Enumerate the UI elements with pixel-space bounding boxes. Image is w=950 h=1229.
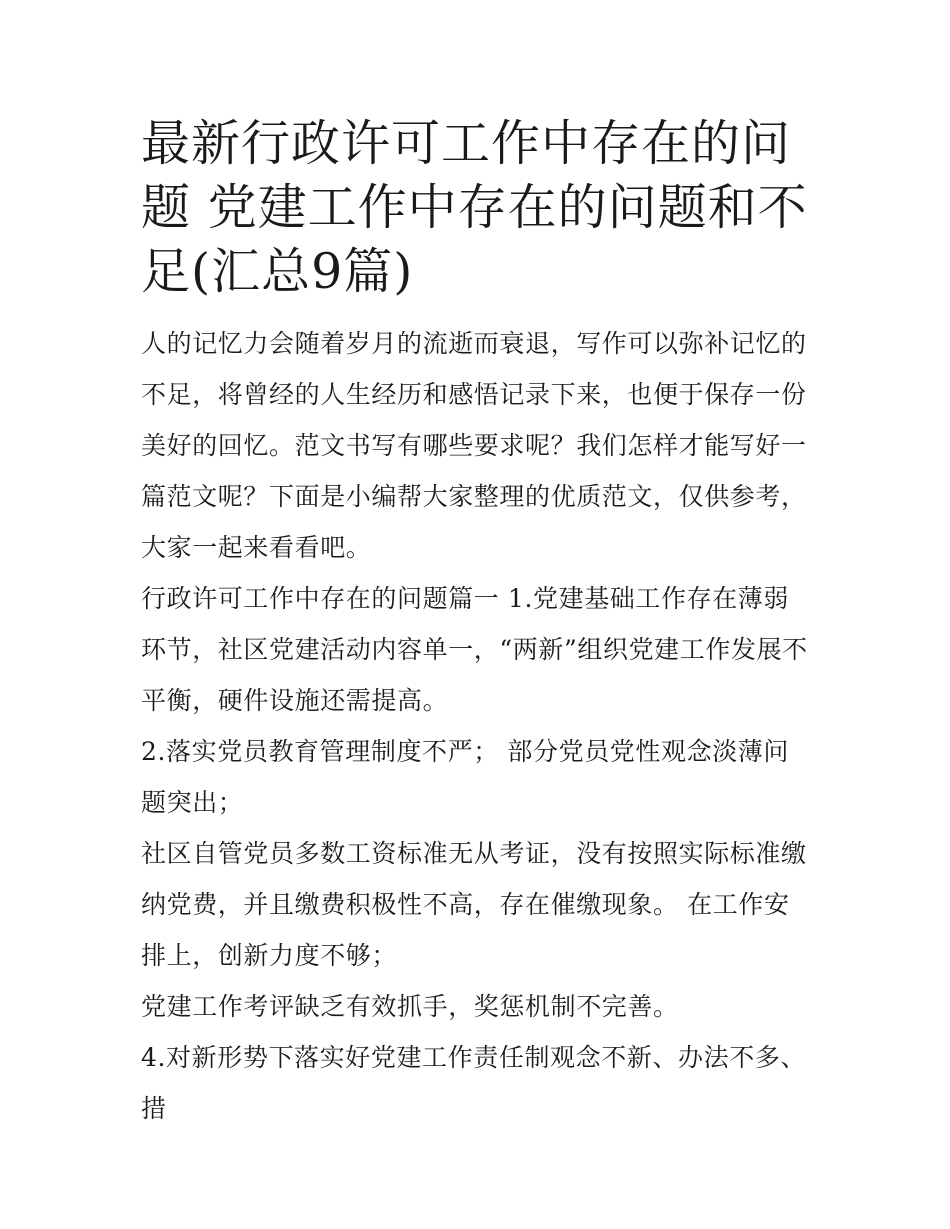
- document-title: 最新行政许可工作中存在的问题 党建工作中存在的问题和不足(汇总9篇): [141, 115, 808, 300]
- document-page: [141, 112, 813, 1134]
- evaluation-paragraph: 党建工作考评缺乏有效抓手，奖惩机制不完善。: [141, 992, 679, 1021]
- party-dues-paragraph: 社区自管党员多数工资标准无从考证，没有按照实际标准缴纳党费，并且缴费积极性不高，存在催缴现象。 在工作安排上，创新力度不够；: [141, 839, 807, 970]
- point-four-paragraph: 4.对新形势下落实好党建工作责任制观念不新、办法不多、措: [141, 1043, 807, 1123]
- point-two-paragraph: 2.落实党员教育管理制度不严； 部分党员党性观念淡薄问题突出；: [141, 737, 790, 817]
- intro-paragraph: 人的记忆力会随着岁月的流逝而衰退，写作可以弥补记忆的不足，将曾经的人生经历和感悟记录下来，也便于保存一份美好的回忆。范文书写有哪些要求呢？我们怎样才能写好一篇范文呢？下面是小编帮大家整理的优质范文，仅供参考，大家一起来看看吧。: [141, 329, 807, 562]
- section-one-paragraph: 行政许可工作中存在的问题篇一 1.党建基础工作存在薄弱环节，社区党建活动内容单一，“两新”组织党建工作发展不平衡，硬件设施还需提高。: [141, 584, 808, 715]
